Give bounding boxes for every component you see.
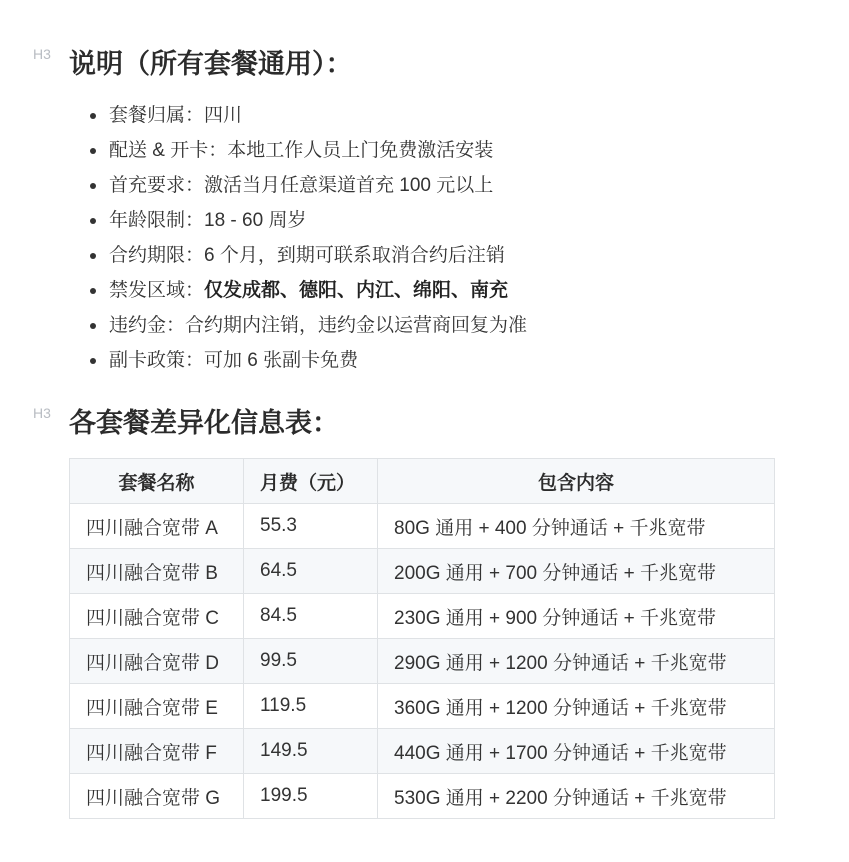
- cell-monthly-fee: 199.5: [244, 774, 378, 819]
- item-label: 合约期限：: [109, 245, 205, 266]
- cell-contents: 80G 通用 + 400 分钟通话 + 千兆宽带: [378, 504, 775, 549]
- item-label: 套餐归属：: [109, 105, 205, 126]
- cell-plan-name: 四川融合宽带 D: [70, 639, 244, 684]
- list-item: [90, 343, 527, 378]
- cell-plan-name: 四川融合宽带 G: [70, 774, 244, 819]
- section-title-notes: 说明（所有套餐通用）：: [69, 49, 353, 79]
- cell-plan-name: 四川融合宽带 F: [70, 729, 244, 774]
- list-item: [90, 168, 527, 203]
- cell-contents: 290G 通用 + 1200 分钟通话 + 千兆宽带: [378, 639, 775, 684]
- bullet-icon: [90, 358, 96, 364]
- bullet-icon: [90, 183, 96, 189]
- item-value: 6 个月，到期可联系取消合约后注销: [204, 245, 505, 266]
- heading-level-marker: H3: [33, 46, 51, 62]
- bullet-icon: [90, 113, 96, 119]
- cell-contents: 230G 通用 + 900 分钟通话 + 千兆宽带: [378, 594, 775, 639]
- cell-plan-name: 四川融合宽带 A: [70, 504, 244, 549]
- cell-monthly-fee: 55.3: [244, 504, 378, 549]
- table-row: [70, 639, 775, 684]
- section-title-table: 各套餐差异化信息表：: [69, 408, 339, 438]
- cell-contents: 360G 通用 + 1200 分钟通话 + 千兆宽带: [378, 684, 775, 729]
- column-header-monthly-fee: 月费（元）: [244, 459, 378, 504]
- cell-monthly-fee: 64.5: [244, 549, 378, 594]
- cell-contents: 200G 通用 + 700 分钟通话 + 千兆宽带: [378, 549, 775, 594]
- table-row: [70, 774, 775, 819]
- list-item: [90, 238, 527, 273]
- cell-contents: 440G 通用 + 1700 分钟通话 + 千兆宽带: [378, 729, 775, 774]
- item-value: 激活当月任意渠道首充 100 元以上: [204, 175, 494, 196]
- notes-list: [90, 98, 527, 378]
- cell-monthly-fee: 84.5: [244, 594, 378, 639]
- list-item: [90, 203, 527, 238]
- list-item: [90, 273, 527, 308]
- heading-level-marker: H3: [33, 405, 51, 421]
- cell-monthly-fee: 149.5: [244, 729, 378, 774]
- table-row: [70, 549, 775, 594]
- bullet-icon: [90, 253, 96, 259]
- item-label: 禁发区域：: [109, 280, 205, 301]
- cell-contents: 530G 通用 + 2200 分钟通话 + 千兆宽带: [378, 774, 775, 819]
- list-item: [90, 308, 527, 343]
- item-label: 首充要求：: [109, 175, 205, 196]
- item-label: 副卡政策：: [109, 350, 205, 371]
- cell-monthly-fee: 119.5: [244, 684, 378, 729]
- cell-plan-name: 四川融合宽带 B: [70, 549, 244, 594]
- item-value: 四川: [204, 105, 243, 126]
- table-row: [70, 594, 775, 639]
- item-value: 合约期内注销，违约金以运营商回复为准: [185, 315, 528, 336]
- item-value: 本地工作人员上门免费激活安装: [227, 140, 494, 161]
- item-value: 可加 6 张副卡免费: [204, 350, 359, 371]
- bullet-icon: [90, 288, 96, 294]
- column-header-contents: 包含内容: [378, 459, 775, 504]
- table-row: [70, 684, 775, 729]
- column-header-plan-name: 套餐名称: [70, 459, 244, 504]
- table-header-row: [70, 459, 775, 504]
- list-item: [90, 133, 527, 168]
- item-value-bold: 仅发成都、德阳、内江、绵阳、南充: [204, 280, 509, 301]
- item-label: 违约金：: [109, 315, 186, 336]
- item-label: 配送 & 开卡：: [109, 140, 228, 161]
- list-item: [90, 98, 527, 133]
- bullet-icon: [90, 323, 96, 329]
- cell-plan-name: 四川融合宽带 C: [70, 594, 244, 639]
- cell-plan-name: 四川融合宽带 E: [70, 684, 244, 729]
- bullet-icon: [90, 218, 96, 224]
- table-row: [70, 729, 775, 774]
- item-value: 18 - 60 周岁: [204, 210, 307, 231]
- plans-table: [69, 458, 775, 819]
- bullet-icon: [90, 148, 96, 154]
- cell-monthly-fee: 99.5: [244, 639, 378, 684]
- table-row: [70, 504, 775, 549]
- item-label: 年龄限制：: [109, 210, 205, 231]
